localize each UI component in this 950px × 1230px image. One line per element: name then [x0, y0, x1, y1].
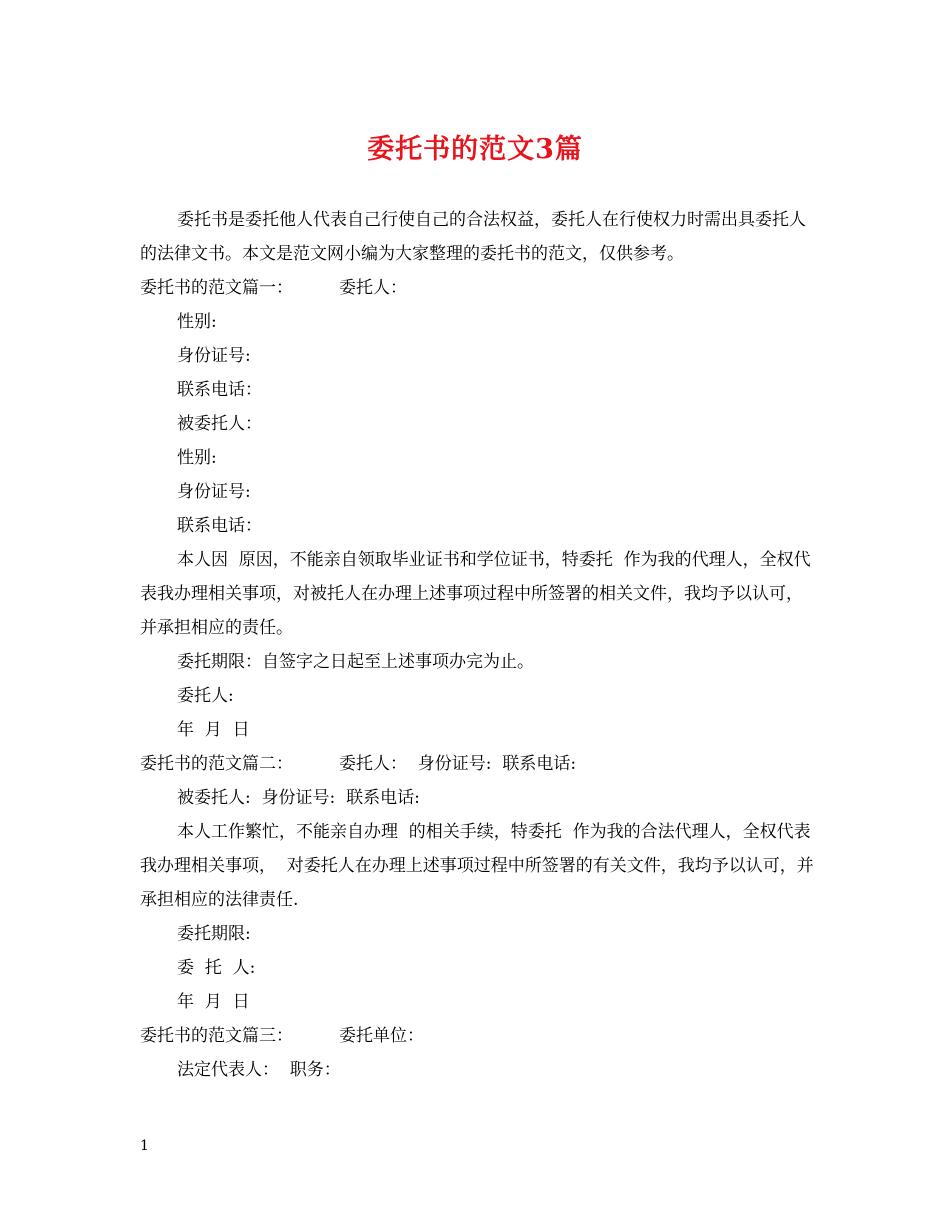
section1-term: 委托期限：自签字之日起至上述事项办完为止。	[177, 652, 534, 672]
intro-paragraph: 委托书是委托他人代表自己行使自己的合法权益，委托人在行使权力时需出具委托人的法律文书。本文是范文网小编为大家整理的委托书的范文，仅供参考。	[140, 210, 806, 264]
section2-body-paragraph: 本人工作繁忙，不能亲自办理 的相关手续，特委托 作为我的合法代理人，全权代表我办理相关事项， 对委托人在办理上述事项过程中所签署的有关文件，我均予以认可，并承担相应的法律责任.	[140, 822, 814, 910]
section1-line: 性别:	[177, 448, 217, 468]
section3-first-field: 委托单位：	[339, 1026, 424, 1046]
section1-date: 年 月 日	[177, 720, 250, 740]
section1-line: 联系电话：	[177, 380, 262, 400]
section1-line: 身份证号:	[177, 346, 251, 366]
section2-signer: 委 托 人:	[177, 958, 256, 978]
page-number: 1	[140, 1138, 149, 1154]
section1-line: 联系电话：	[177, 516, 262, 536]
section2-heading: 委托书的范文篇二：	[140, 754, 293, 774]
section2-heading-row	[140, 747, 814, 781]
section1-first-field: 委托人：	[339, 278, 407, 298]
section1-body-paragraph: 本人因 原因，不能亲自领取毕业证书和学位证书，特委托 作为我的代理人，全权代表我办理相关事项，对被托人在办理上述事项过程中所签署的相关文件，我均予以认可，并承担相应的责任。	[140, 550, 811, 638]
section3-heading: 委托书的范文篇三：	[140, 1026, 293, 1046]
section1-line: 身份证号:	[177, 482, 251, 502]
section3-line: 法定代表人： 职务：	[177, 1060, 341, 1080]
section2-first-field: 委托人： 身份证号: 联系电话:	[339, 754, 577, 774]
section1-heading: 委托书的范文篇一：	[140, 278, 293, 298]
section1-line: 被委托人：	[177, 414, 262, 434]
section2-date: 年 月 日	[177, 992, 250, 1012]
section1-heading-row	[140, 271, 814, 305]
document-title: 委托书的范文3篇	[367, 134, 583, 165]
section1-line: 性别:	[177, 312, 217, 332]
section2-second-line: 被委托人: 身份证号: 联系电话:	[177, 788, 420, 808]
section2-term: 委托期限:	[177, 924, 251, 944]
section1-signer: 委托人:	[177, 686, 234, 706]
section3-heading-row	[140, 1019, 814, 1053]
document-body	[140, 203, 814, 1087]
